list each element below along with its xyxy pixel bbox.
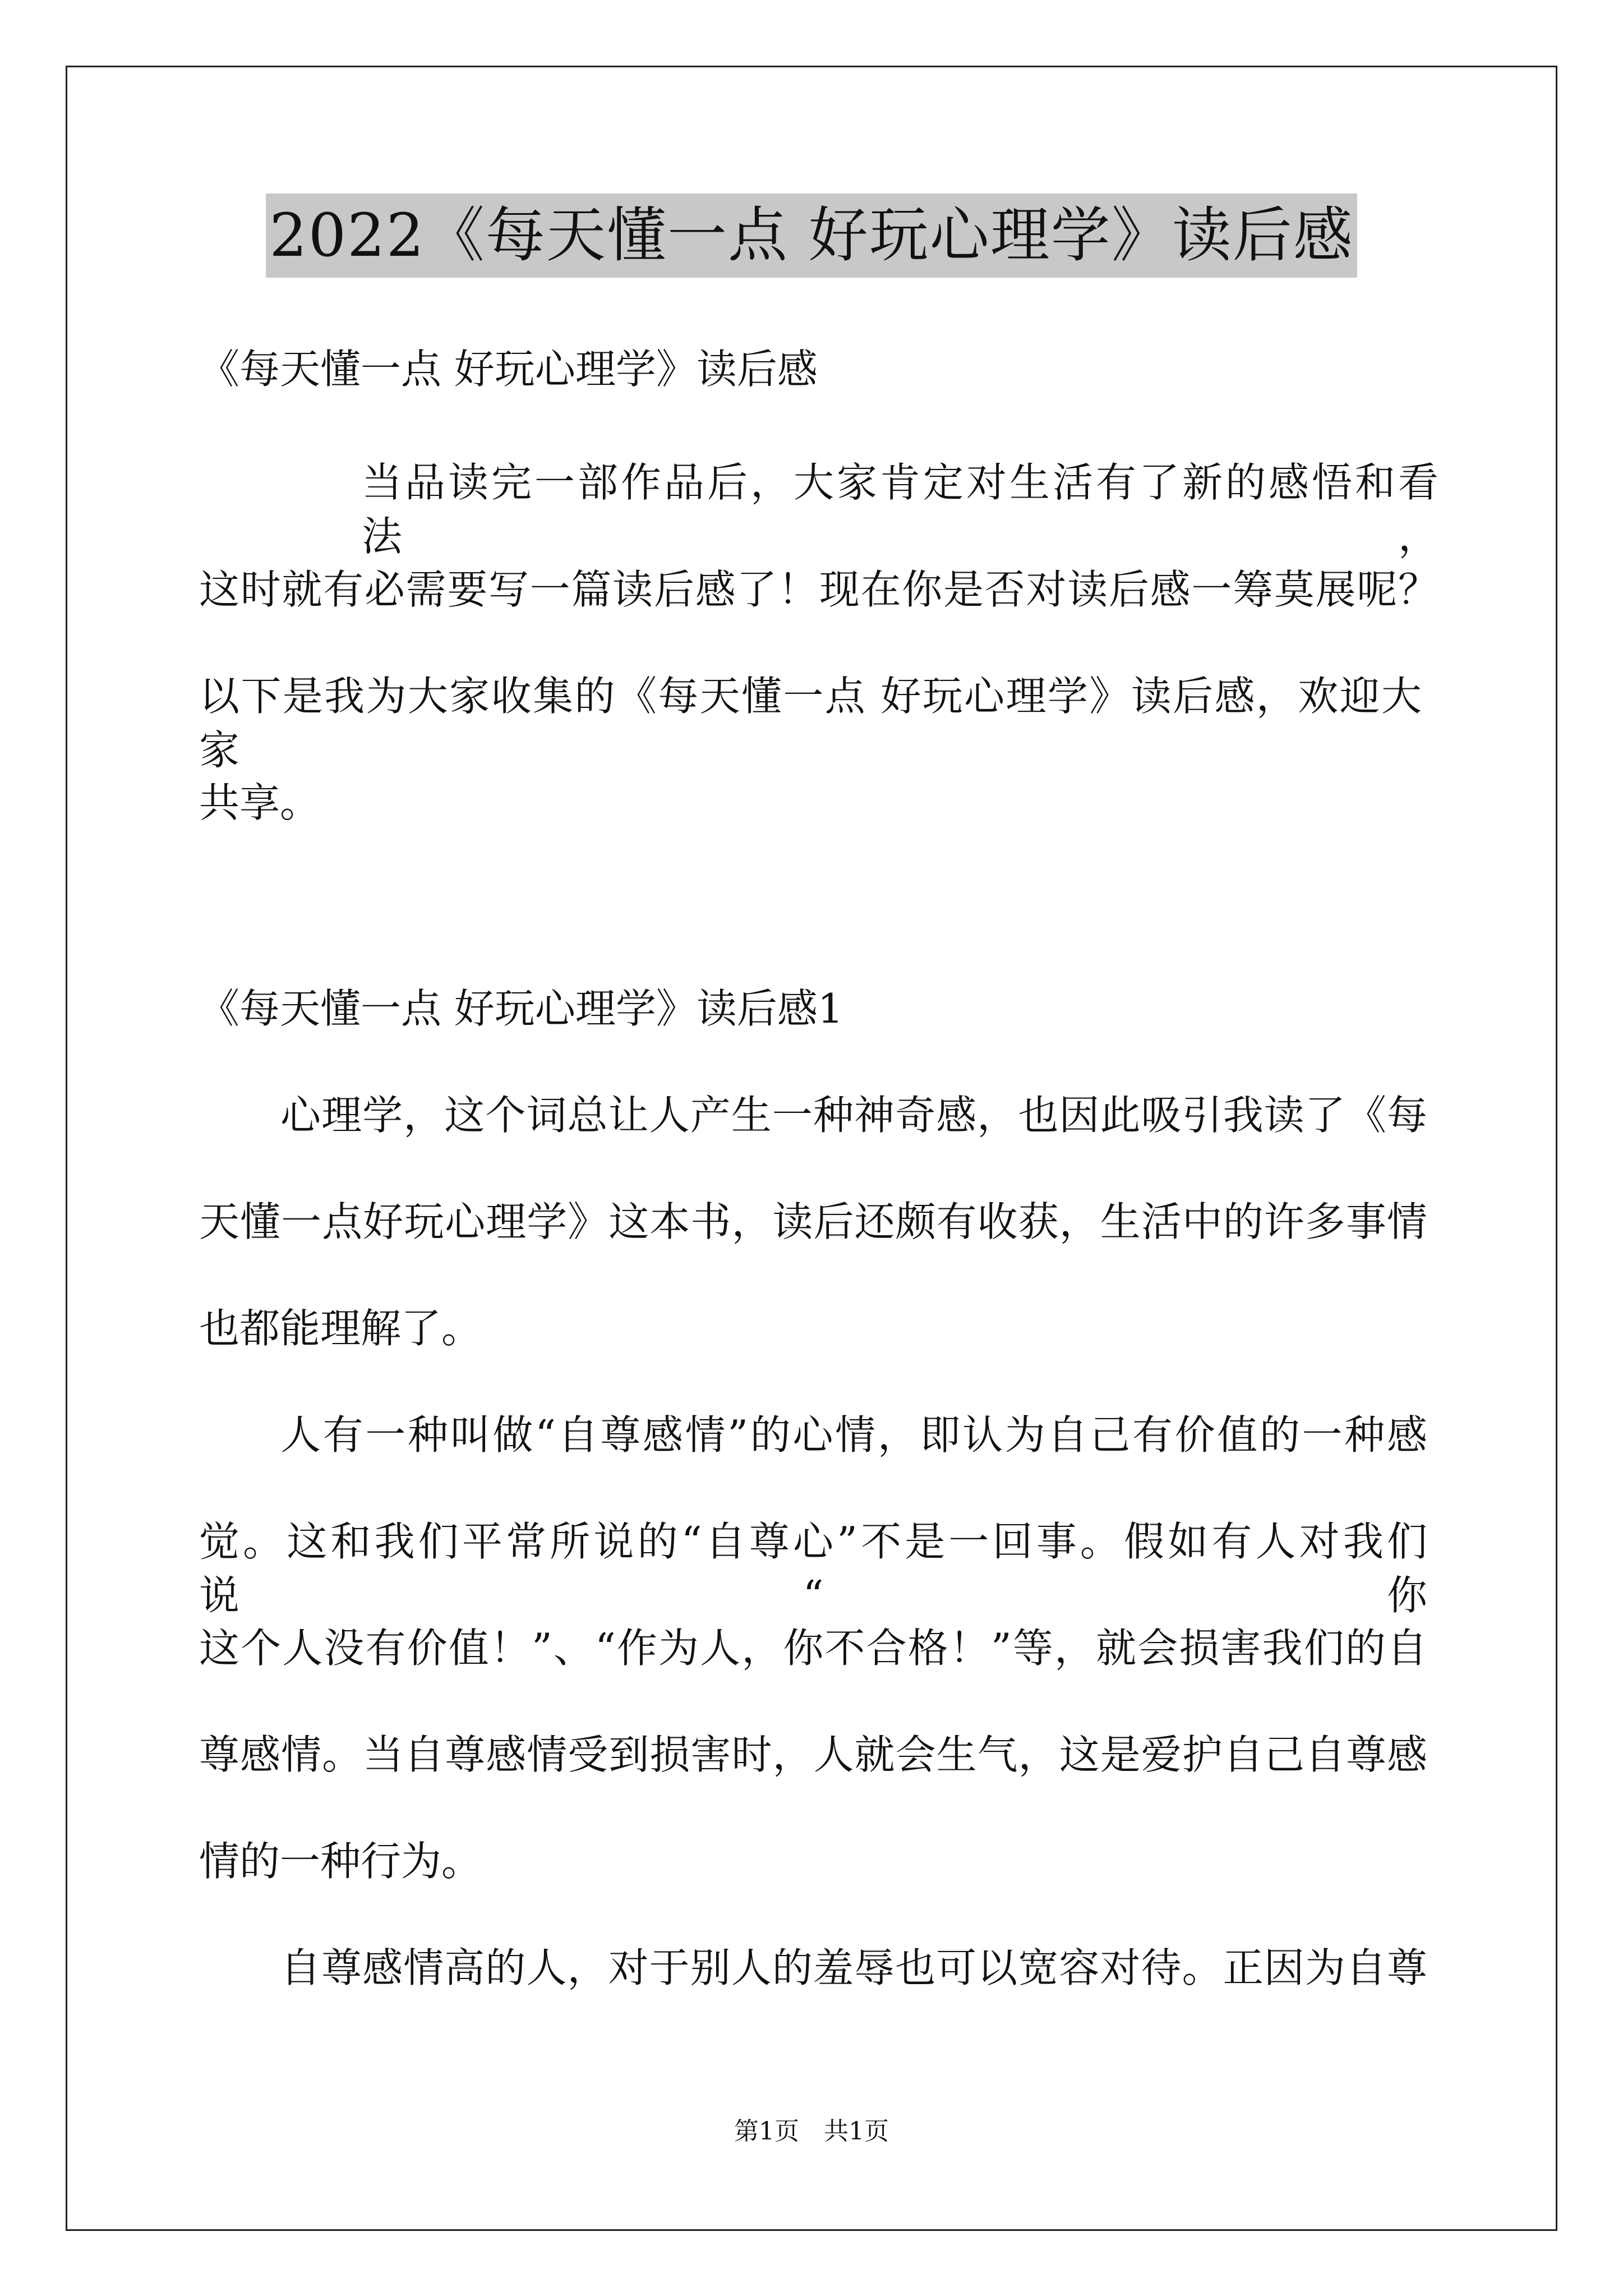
subtitle-line: 《每天懂一点 好玩心理学》读后感 <box>199 346 818 393</box>
paragraph-line: 心理学，这个词总让人产生一种神奇感，也因此吸引我读了《每 <box>280 1092 1427 1139</box>
paragraph-line: 以下是我为大家收集的《每天懂一点 好玩心理学》读后感，欢迎大家 <box>199 673 1422 774</box>
paragraph-line: 共享。 <box>199 779 321 826</box>
paragraph-line: 也都能理解了。 <box>199 1305 482 1352</box>
document-title: 2022《每天懂一点 好玩心理学》读后感 <box>266 194 1357 278</box>
paragraph-line: 天懂一点好玩心理学》这本书，读后还颇有收获，生活中的许多事情 <box>199 1198 1427 1245</box>
title-container <box>0 194 1623 278</box>
paragraph-line: 尊感情。当自尊感情受到损害时，人就会生气，这是爱护自己自尊感 <box>199 1731 1427 1778</box>
section-heading: 《每天懂一点 好玩心理学》读后感1 <box>199 985 843 1032</box>
paragraph-line: 觉。这和我们平常所说的“自尊心”不是一回事。假如有人对我们说“你 <box>199 1518 1427 1619</box>
page-number: 第1页 共1页 <box>734 2117 889 2146</box>
paragraph-line: 这个人没有价值！”、“作为人，你不合格！”等，就会损害我们的自 <box>199 1625 1427 1672</box>
paragraph-line: 当品读完一部作品后，大家肯定对生活有了新的感悟和看法， <box>362 459 1438 560</box>
paragraph-line: 情的一种行为。 <box>199 1838 482 1885</box>
paragraph-line: 人有一种叫做“自尊感情”的心情，即认为自己有价值的一种感 <box>280 1411 1427 1458</box>
paragraph-line: 自尊感情高的人，对于别人的羞辱也可以宽容对待。正因为自尊 <box>280 1944 1427 1991</box>
paragraph-line: 这时就有必需要写一篇读后感了！现在你是否对读后感一筹莫展呢？ <box>199 566 1438 613</box>
